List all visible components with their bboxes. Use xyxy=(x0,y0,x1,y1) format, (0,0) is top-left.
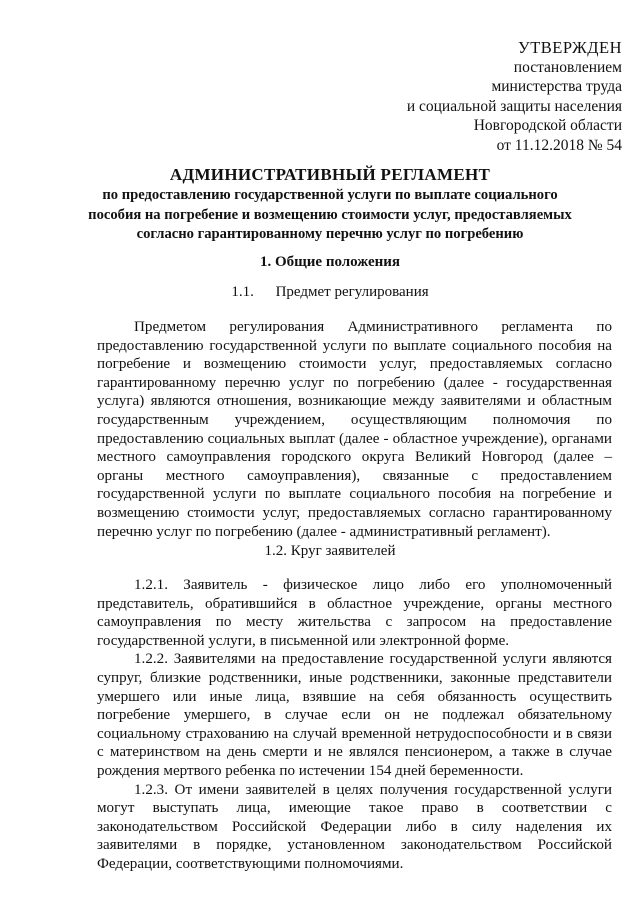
document-subtitle-line: по предоставлению государственной услуги по выплате социального xyxy=(102,187,558,203)
approval-line: и социальной защиты населения xyxy=(406,97,622,115)
approval-line: Новгородской области xyxy=(473,117,622,134)
subsection-body xyxy=(97,318,612,541)
paragraph: 1.2.1. Заявитель - физическое лицо либо его уполномоченный представитель, обратившийся в областное учреждение, органы местного самоуправления по месту жительства с запросом на предоставление государственной услуги, в письменной или электронной форме. xyxy=(97,577,612,649)
document-title xyxy=(60,164,600,245)
subsection-body xyxy=(97,576,612,874)
approval-line: от 11.12.2018 № 54 xyxy=(496,136,622,154)
subsection-heading xyxy=(60,284,600,301)
section-heading: 1. Общие положения xyxy=(259,254,401,270)
document-subtitle-line: пособия на погребение и возмещению стоимости услуг, предоставляемых xyxy=(88,206,572,223)
subsection-number: 1.1. xyxy=(231,284,254,300)
paragraph: Предметом регулирования Административного регламента по предоставлению государственной услуги по выплате социального пособия на погребение и возмещению стоимости услуг, предоставляемых согласно гарантированному перечню услуг по погребению (далее - государственная услуга) являются отношения, возникающие между заявителями и областным государственным учреждением, осуществляющим полномочия по предоставлению социальных выплат (далее - областное учреждение), органами местного самоуправления городского округа Великий Новгород (далее – органы местного самоуправления), связанные с предоставлением государственной услуги по выплате социального пособия на погребение и возмещению стоимости услуг, предоставляемых согласно гарантированному перечню услуг по погребению (далее - административный регламент). xyxy=(97,319,612,540)
approval-heading: УТВЕРЖДЕН xyxy=(518,38,622,57)
document-subtitle-line: согласно гарантированному перечню услуг по погребению xyxy=(136,226,524,242)
approval-stamp xyxy=(407,38,622,155)
subsection-title: Предмет регулирования xyxy=(275,284,429,300)
document-title-main: АДМИНИСТРАТИВНЫЙ РЕГЛАМЕНТ xyxy=(169,165,491,184)
paragraph: 1.2.2. Заявителями на предоставление государственной услуги являются супруг, близкие родственники, иные родственники, законные представители умершего или иные лица, взявшие на себя обязанность осуществить погребение умершего, в случае если он не подлежал обязательному социальному страхованию на случай временной нетрудоспособности и в связи с материнством на день смерти и не являлся пенсионером, а также в случае рождения мертвого ребенка по истечении 154 дней беременности. xyxy=(97,651,612,779)
subsection-heading: 1.2. Круг заявителей xyxy=(264,543,396,559)
paragraph: 1.2.3. От имени заявителей в целях получения государственной услуги могут выступать лица, имеющие такое право в соответствии с законодательством Российской Федерации либо в силу наделения их заявителями в порядке, установленном законодательством Российской Федерации, соответствующими полномочиями. xyxy=(97,781,612,872)
approval-line: постановлением xyxy=(513,58,622,76)
approval-line: министерства труда xyxy=(491,78,622,95)
